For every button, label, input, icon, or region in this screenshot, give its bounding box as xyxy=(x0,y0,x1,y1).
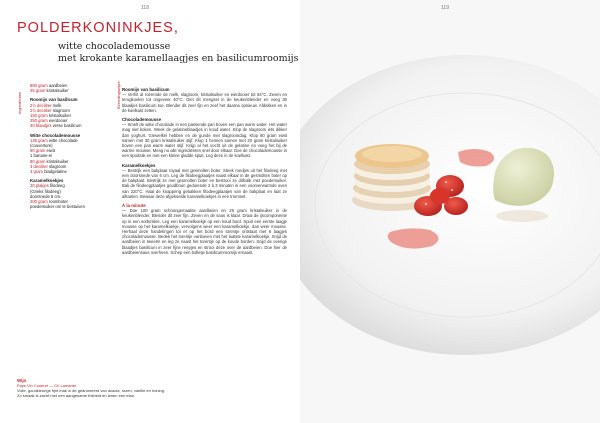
preparation-section-text: — Doe 100 gram schoongemaakte aardbeien en 25 gram kristalsuiker in de keukenblender. Blender dit zeer fijn. Zeven en de saus is klaar. Draai de ijscomponente op in een sorbetière. Leg een karamelkoekje op een koud bord. Spuit een eerste laagje mousse op het karamelkoekje, vervolgens weer een karamelkoekje, dan weer mousse. Herhaal deze handelingen tot er op het bord een torentje ontstaat met 6 laagjes chocolademousse. Bedek het torentje vanboven met het laatste karamelkoekje. Snijd de aardbeien in tweeën en leg ze naast het torentje op de koude borden. Snijd de overige blaadjes basilicum in zeer fijne reepjes en strooi deze over de aardbeien. Doe hier de aardbeiensaus overheen. Schep een bolletje basilicumroomijs ernaast. xyxy=(122,208,287,255)
ingredient-quantity: 2½ deciliter xyxy=(30,102,52,108)
ingredient-name: kristalsuiker xyxy=(47,113,71,119)
preparation-section xyxy=(122,163,287,199)
ingredient-name: aardbeien xyxy=(47,83,68,88)
preparation-section xyxy=(122,117,287,159)
ingredient-name: eiwit xyxy=(45,148,55,154)
ingredient-name: roomboter xyxy=(47,199,68,205)
ingredient-quantity: 200 gram xyxy=(30,199,48,205)
ingredient-name: slagroom xyxy=(51,107,70,113)
ingredient-name: witte chocolade xyxy=(47,137,78,143)
ingredient-group-title: Roomijs van basilicum xyxy=(30,97,78,103)
wine-heading: Wijn xyxy=(17,378,27,383)
preparation-side-label: Bereidingswijze xyxy=(116,81,121,109)
ingredient-group xyxy=(30,97,110,128)
ingredient-quantity: 800 gram xyxy=(30,83,48,88)
preparation-section-text: — Smelt de witte chocolade in een passende pan boven een pan warm water. Het water mag niet koken. Week de gelatineblaadjes in koud water. Klop de slagroom iets dikker dan yoghurt. Grewelkel hebben en de gunde met slagroomdag. Klop 80 gram eiwit samen met 30 gram kristalsuiker stijf. Klop 1 heimen samen met 20 gram kristalsuiker boven een pan warm water stijf. Knijp al het vocht uit de gelatine en voeg het bij de warme mousse. Meng nu alle ingrediënten snel door elkaar. Doe de chocolademousse in een spuitzak en met een kleine gladde spuit. Leg deze in de koelkast. xyxy=(122,122,287,159)
preparation-section xyxy=(122,203,287,255)
ingredient-quantity: 25 gram xyxy=(30,88,46,94)
ingredient-item xyxy=(30,88,110,93)
ingredient-quantity: 135 gram xyxy=(30,137,48,143)
ingredient-quantity: 150 gram xyxy=(30,113,48,119)
page-number: 118 xyxy=(141,5,149,11)
ingredient-item xyxy=(30,169,110,174)
ingredient-quantity: 80 gram xyxy=(30,148,46,154)
ingredient-quantity: 2½ deciliter xyxy=(30,107,52,113)
preparation-section-text: — Verhit al roerende de melk, slagroom, kristalsuiker en eierdooier tot 84°C. Zeven en terugkoelen tot ongeveer 40°C. Giet dit mengsel in de keukenblender en voeg 30 blaadjes basilicum toe. Blender dit zeer fijn en zeef het daarna opnieuw. Afdekken en in de koelkast zetten. xyxy=(122,92,287,113)
preparation-text xyxy=(122,87,287,259)
ingredient-group-title: Witte chocolademousse xyxy=(30,132,81,138)
ingredient-quantity: 4 gram xyxy=(30,169,44,175)
ingredient-name: melk xyxy=(51,102,62,108)
ingredient-name: 1 banane-ei xyxy=(30,153,53,159)
ingredient-quantity: 80 gram xyxy=(30,158,46,164)
ingredients-side-label: Ingrediënten xyxy=(17,91,22,114)
ingredient-name: doorsnede 6 cm. xyxy=(30,193,62,199)
ingredients-list xyxy=(30,83,110,213)
ingredient-name: filodeeg xyxy=(48,183,65,189)
ingredient-quantity: 20 plakjes xyxy=(30,183,49,189)
ingredient-name: poedersuiker om te bestuiven xyxy=(30,204,85,210)
ingredient-quantity: 3 deciliter xyxy=(30,163,48,169)
wine-note-line2: Zo smaak is zacht met een aangename frisheid en lenen een elan. xyxy=(17,393,136,398)
ingredient-quantity: 40 blaadjes xyxy=(30,123,52,129)
ingredient-name: eierdooier xyxy=(47,118,68,124)
ingredient-name: (Grieks filodeeg) xyxy=(30,188,61,194)
ingredient-name: kristalsuiker xyxy=(45,88,69,94)
ingredient-group xyxy=(30,83,110,93)
preparation-section xyxy=(122,87,287,113)
preparation-section-title: Roomijs van basilicum xyxy=(122,87,170,92)
wine-note-line1: Volle, goudkleurige fijnt mak in de gearomeerd van acacia, rozen, vanille en honing. xyxy=(17,388,166,393)
ingredient-quantity: 250 gram xyxy=(30,118,48,124)
ingredient-name: (couverture) xyxy=(30,143,53,149)
recipe-subtitle-line2: met krokante karamellaagjes en basilicumroomijs xyxy=(58,53,299,64)
ingredient-group xyxy=(30,178,110,209)
wine-pairing xyxy=(17,378,217,398)
preparation-section-text: — Bestrijk een bakplaat royaal met gesmolten boter. Steek rondjes uit het filodeeg met een doorsnede van 6 cm. Leg de filodeegplaatjes naast elkaar in de gesmolten boter op de bakplaat. Bestrijk ze met gesmolten boter en bestrooi ze dithalik met poedersuiker. Bak de filodeegplaatjes goudbruin gedurende 2 à 3 minuten in een voorverwarmde oven van 220°C. Haal de knapperig gebakken filodeegplaatjes van de bakplaat en laat ze afkoelen. Bewaar deze afgekoelde karamelkoekjes in een trommel. xyxy=(122,167,287,199)
recipe-subtitle-line1: witte chocolademousse xyxy=(58,41,171,52)
preparation-section-title: Chocolademousse xyxy=(122,117,162,123)
recipe-title: POLDERKONINKJES, xyxy=(17,20,179,36)
ingredient-item xyxy=(30,123,110,128)
preparation-section-title: Karamelkoekjes xyxy=(122,162,156,168)
ingredient-group xyxy=(30,133,110,175)
ingredient-name: bladgelatine xyxy=(43,169,67,175)
ingredient-group-title: Karamelkoekjes xyxy=(30,178,64,184)
wine-name: Pays Vin Coubret — Ch Lamarde xyxy=(17,383,77,388)
ingredient-name: kristalsuiker xyxy=(45,158,69,164)
ingredient-name: verse basilicum xyxy=(51,123,82,129)
ingredient-name: slagroom xyxy=(47,163,67,169)
page-number: 119 xyxy=(441,5,449,11)
right-page xyxy=(300,0,600,423)
dessert-photo xyxy=(300,0,600,423)
ingredient-item xyxy=(30,204,110,209)
preparation-section-title: À la minute xyxy=(122,203,146,209)
